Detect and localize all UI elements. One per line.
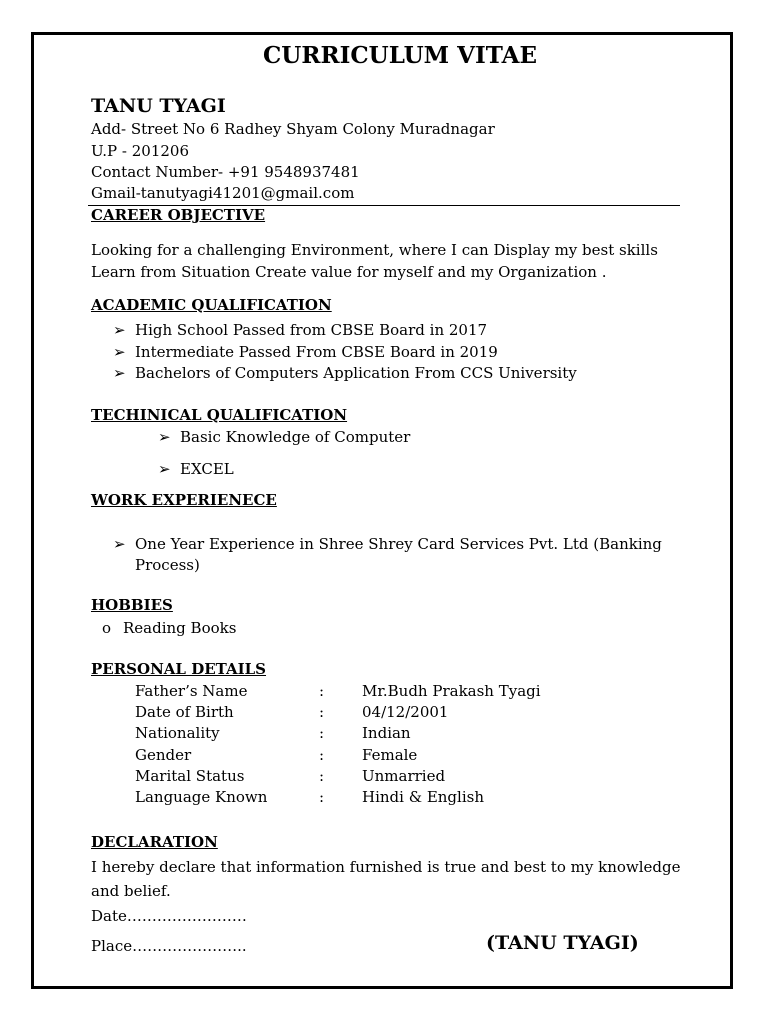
career-objective-heading: CAREER OBJECTIVE <box>91 206 266 224</box>
personal-heading: PERSONAL DETAILS <box>91 660 267 678</box>
circle-bullet-icon: o <box>102 619 112 637</box>
arrow-bullet-icon: ➢ <box>113 343 126 361</box>
declaration-text: I hereby declare that information furnished is true and best to my knowledge <box>91 858 681 876</box>
personal-value: Female <box>362 746 418 764</box>
personal-label: Gender <box>135 746 192 764</box>
personal-value: Mr.Budh Prakash Tyagi <box>362 682 541 700</box>
work-heading: WORK EXPERIENECE <box>91 491 277 509</box>
academic-heading: ACADEMIC QUALIFICATION <box>91 296 332 314</box>
arrow-bullet-icon: ➢ <box>113 321 126 339</box>
personal-separator: : <box>319 788 325 806</box>
place-line: Place………………….. <box>91 937 247 955</box>
personal-value: Indian <box>362 724 411 742</box>
academic-item: ➢ Bachelors of Computers Application From CCS University <box>113 364 577 382</box>
technical-heading: TECHINICAL QUALIFICATION <box>91 406 348 424</box>
state-line: U.P - 201206 <box>91 142 189 160</box>
personal-separator: : <box>319 724 325 742</box>
academic-item: ➢ High School Passed from CBSE Board in 2017 <box>113 321 488 339</box>
declaration-text: and belief. <box>91 882 171 900</box>
technical-item: ➢ EXCEL <box>158 460 234 478</box>
academic-item: ➢ Intermediate Passed From CBSE Board in 2019 <box>113 343 498 361</box>
candidate-name: TANU TYAGI <box>91 95 226 117</box>
personal-label: Language Known <box>135 788 268 806</box>
career-objective-line: Learn from Situation Create value for myself and my Organization . <box>91 263 607 281</box>
personal-separator: : <box>319 746 325 764</box>
personal-value: Unmarried <box>362 767 446 785</box>
personal-label: Nationality <box>135 724 220 742</box>
personal-separator: : <box>319 682 325 700</box>
hobby-item: o Reading Books <box>102 619 237 637</box>
signature-name: (TANU TYAGI) <box>486 932 639 954</box>
declaration-heading: DECLARATION <box>91 833 218 851</box>
arrow-bullet-icon: ➢ <box>113 364 126 382</box>
document-title: CURRICULUM VITAE <box>263 42 537 69</box>
phone-line: Contact Number- +91 9548937481 <box>91 163 360 181</box>
personal-value: Hindi & English <box>362 788 484 806</box>
arrow-bullet-icon: ➢ <box>113 535 126 553</box>
date-line: Date…………………… <box>91 907 247 925</box>
personal-separator: : <box>319 703 325 721</box>
technical-item: ➢ Basic Knowledge of Computer <box>158 428 411 446</box>
arrow-bullet-icon: ➢ <box>158 460 171 478</box>
personal-value: 04/12/2001 <box>362 703 449 721</box>
address-line: Add- Street No 6 Radhey Shyam Colony Muradnagar <box>91 120 495 138</box>
work-item-continued: Process) <box>135 556 200 574</box>
work-item: ➢ One Year Experience in Shree Shrey Card Services Pvt. Ltd (Banking <box>113 535 662 553</box>
personal-label: Marital Status <box>135 767 245 785</box>
arrow-bullet-icon: ➢ <box>158 428 171 446</box>
personal-label: Father’s Name <box>135 682 248 700</box>
personal-separator: : <box>319 767 325 785</box>
personal-label: Date of Birth <box>135 703 234 721</box>
email-line: Gmail-tanutyagi41201@gmail.com <box>91 184 355 202</box>
hobbies-heading: HOBBIES <box>91 596 173 614</box>
career-objective-line: Looking for a challenging Environment, where I can Display my best skills <box>91 241 658 259</box>
